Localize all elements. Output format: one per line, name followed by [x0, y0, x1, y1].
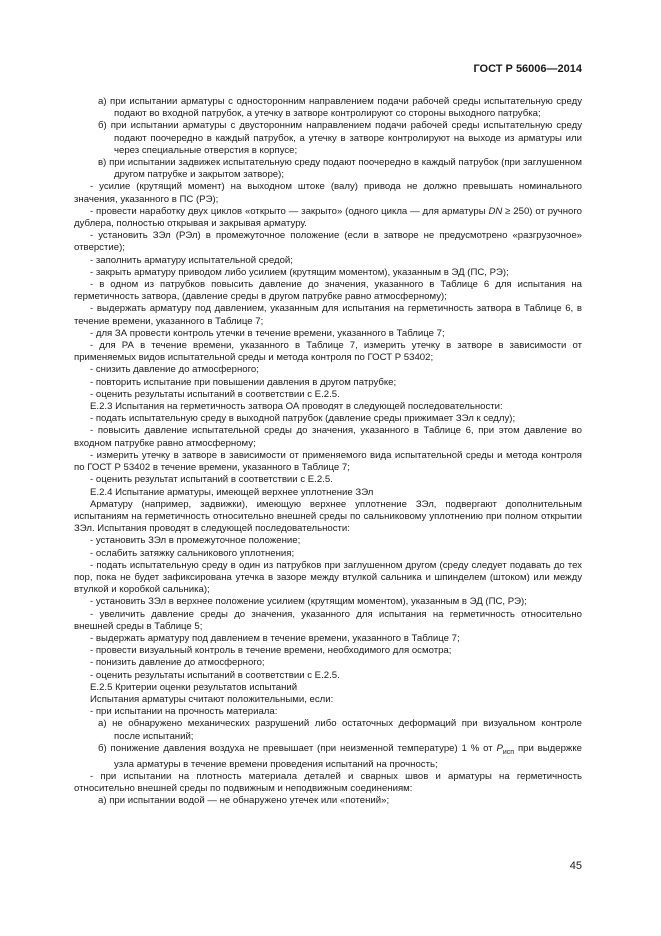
dn-symbol: DN: [488, 205, 503, 217]
paragraph: - увеличить давление среды до значения, указанного для испытания на герметичность относительно внешней среды в Таблице 5;: [74, 608, 582, 632]
paragraph: - повысить давление испытательной среды до значения, указанного в Таблице 6, при этом давление во входном патрубке равно атмосферному;: [74, 425, 582, 449]
paragraph: - подать испытательную среду в один из патрубков при заглушенном другом (среду следует подавать до тех пор, пока не будет зафиксирована утечка в зазоре между втулкой сальника и шпинделем (штоком) или между втулкой и коробкой сальника);: [74, 559, 582, 596]
paragraph: - закрыть арматуру приводом либо усилием (крутящим моментом), указанным в ЭД (ПС, РЭ);: [90, 266, 509, 278]
paragraph: Испытания арматуры считают положительными, если:: [90, 693, 334, 705]
paragraph: - понизить давление до атмосферного;: [90, 657, 265, 669]
p-symbol: P: [496, 742, 503, 754]
paragraph: - в одном из патрубков повысить давление до значения, указанного в Таблице 6 для испытания на герметичность затвора, (давление среды в другом патрубке равно атмосферному);: [74, 279, 582, 303]
section-heading: Е.2.4 Испытание арматуры, имеющей верхнее уплотнение ЗЭл: [90, 486, 374, 498]
section-heading: Е.2.3 Испытания на герметичность затвора ОА проводят в следующей последовательности:: [90, 401, 503, 413]
paragraph: - для РА в течение времени, указанного в Таблице 7, измерить утечку в затворе в зависимости от применяемых видов испытательной среды и метода контроля по ГОСТ Р 53402;: [74, 340, 582, 364]
text-run: при выдержке узла арматуры в течение времени проведения испытаний на прочность;: [114, 742, 582, 770]
paragraph: - провести визуальный контроль в течение времени, необходимого для осмотра;: [90, 645, 452, 657]
paragraph: - оценить результаты испытаний в соответствии с Е.2.5.: [90, 388, 340, 400]
section-heading: Е.2.5 Критерии оценки результатов испытаний: [90, 681, 298, 693]
standard-header: ГОСТ Р 56006—2014: [473, 63, 582, 75]
paragraph: [74, 743, 582, 771]
paragraph: - установить ЗЭл (РЭл) в промежуточное положение (если в затворе не предусмотрено «разгрузочное» отверстие);: [74, 230, 582, 254]
paragraph: в) при испытании задвижек испытательную среду подают поочередно в каждый патрубок (при заглушенном другом патрубке и закрытом затворе);: [98, 157, 582, 181]
paragraph: - оценить результаты испытаний в соответствии с Е.2.5.: [90, 669, 340, 681]
paragraph: - ослабить затяжку сальникового уплотнения;: [90, 547, 295, 559]
paragraph: - подать испытательную среду в выходной патрубок (давление среды прижимает ЗЭл к седлу);: [90, 413, 516, 425]
document-body: [74, 96, 582, 808]
paragraph: Арматуру (например, задвижки), имеющую верхнее уплотнение ЗЭл, подвергают дополнительным испытаниям на герметичность относительно внешней среды по сальниковому уплотнению при полном открытии ЗЭл. Испытания проводят в следующей последовательности:: [74, 498, 582, 535]
paragraph: - оценить результат испытаний в соответствии с Е.2.5.: [90, 474, 333, 486]
paragraph: - выдержать арматуру под давлением, указанным для испытания на герметичность затвора в Таблице 6, в течение времени, указанного в Таблице 7;: [74, 303, 582, 327]
paragraph: - при испытании на прочность материала:: [90, 706, 278, 718]
paragraph: [74, 206, 582, 230]
text-run: б) понижение давления воздуха не превышает (при неизменной температуре) 1 % от: [98, 742, 497, 754]
text-run: ≥ 250) от ручного дублера, полностью открывая и закрывая арматуру.: [74, 205, 582, 230]
paragraph: а) при испытании арматуры с односторонним направлением подачи рабочей среды испытательную среду подают во входной патрубок, а утечку в затворе контролируют со стороны выходного патрубка;: [98, 96, 582, 120]
text-run: - провести наработку двух циклов «открыто — закрыто» (одного цикла — для арматуры: [90, 205, 489, 217]
paragraph: - снизить давление до атмосферного;: [90, 364, 259, 376]
paragraph: - для ЗА провести контроль утечки в течение времени, указанного в Таблице 7;: [90, 327, 445, 339]
paragraph: - заполнить арматуру испытательной средой;: [90, 254, 293, 266]
paragraph: - усилие (крутящий момент) на выходном штоке (валу) привода не должно превышать номинального значения, указанного в ПС (РЭ);: [74, 181, 582, 205]
paragraph: а) не обнаружено механических разрушений либо остаточных деформаций при визуальном контроле после испытаний;: [98, 718, 582, 742]
paragraph: б) при испытании арматуры с двусторонним направлением подачи рабочей среды испытательную среду подают поочередно в каждый патрубок, а утечку в затворе контролируют на выходе из арматуры или через специальные отверстия в корпусе;: [98, 120, 582, 156]
paragraph: - установить ЗЭл в верхнее положение усилием (крутящим моментом), указанным в ЭД (ПС, РЭ);: [90, 596, 527, 608]
paragraph: - измерить утечку в затворе в зависимости от применяемого вида испытательной среды и метода контроля по ГОСТ Р 53402 в течение времени, указанного в Таблице 7;: [74, 449, 582, 474]
paragraph: - выдержать арматуру под давлением в течение времени, указанного в Таблице 7;: [90, 632, 460, 644]
page-number: 45: [569, 860, 582, 872]
paragraph: - при испытании на плотность материала деталей и сварных швов и арматуры на герметичность относительно внешней среды по подвижным и неподвижным соединениям:: [74, 771, 582, 795]
paragraph: - повторить испытание при повышении давления в другом патрубке;: [90, 376, 397, 388]
p-subscript: исп: [502, 748, 515, 756]
paragraph: - установить ЗЭл в промежуточное положение;: [90, 535, 301, 547]
paragraph: а) при испытании водой — не обнаружено утечек или «потений»;: [98, 795, 390, 807]
